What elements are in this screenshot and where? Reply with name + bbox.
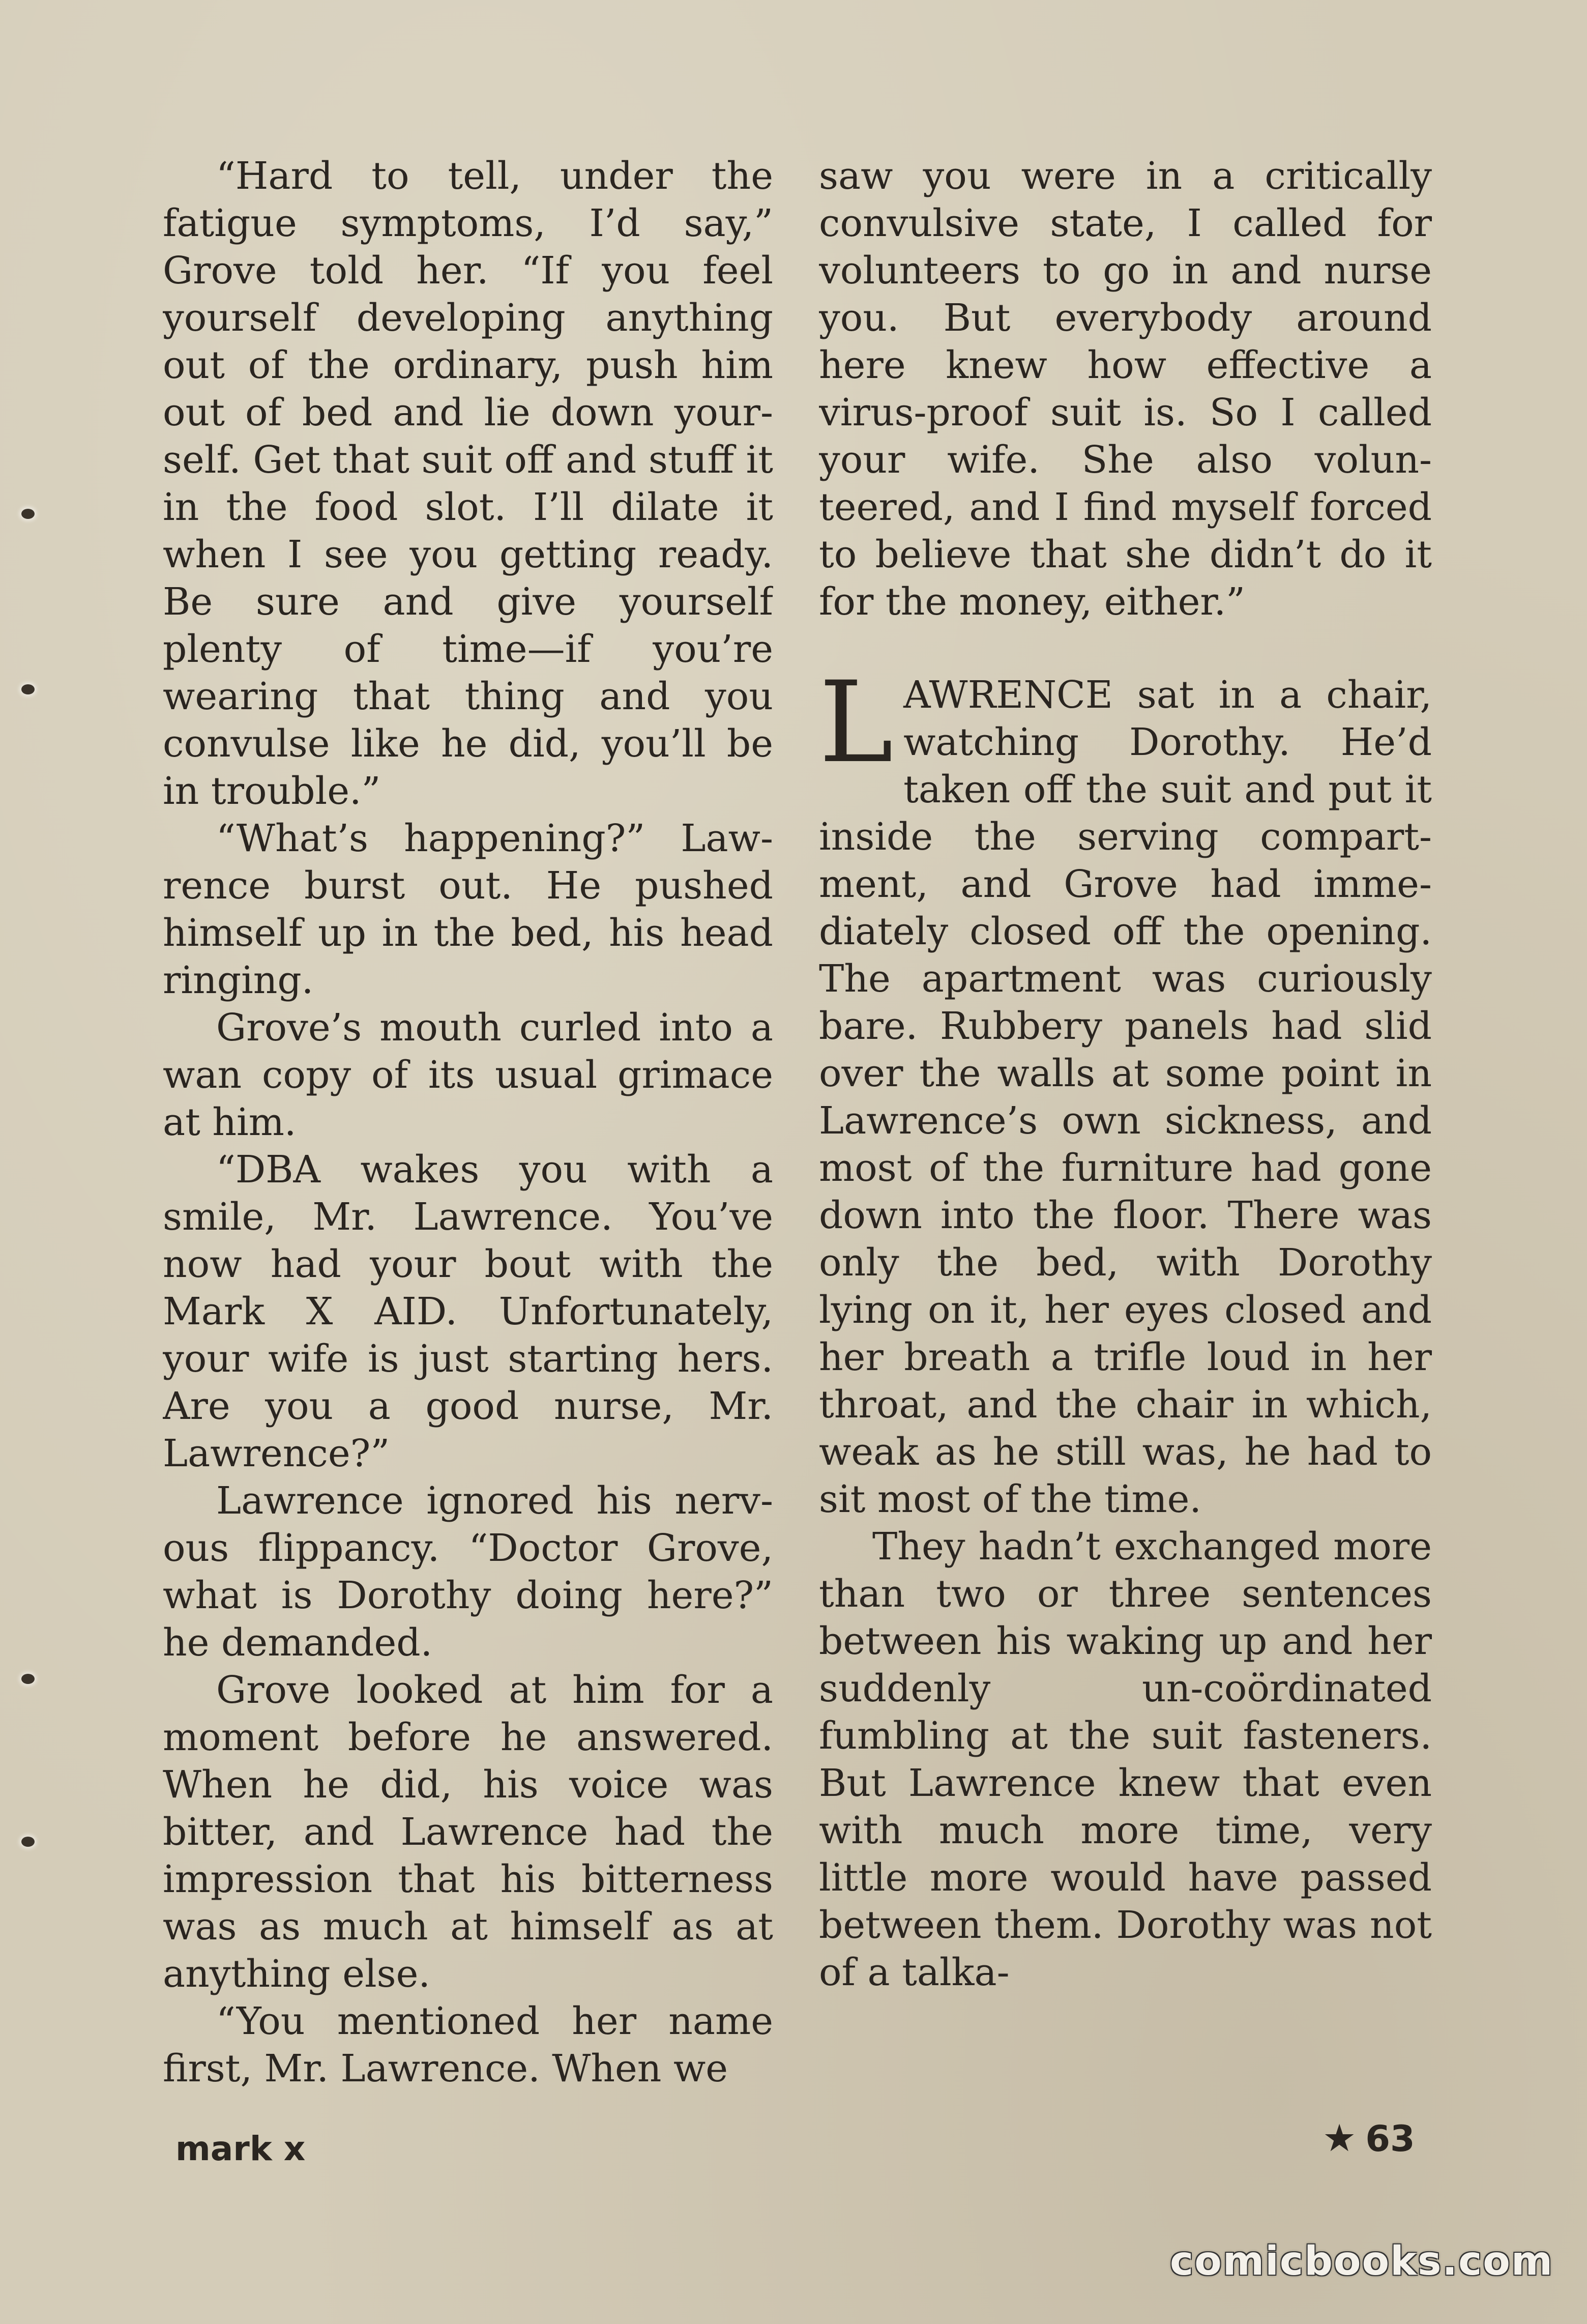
paragraph: Lawrence ignored his nervous flippancy. “Doctor Grove, what is Dorothy doing here?” he demanded.	[163, 1479, 773, 1665]
section-opening-paragraph	[819, 657, 1432, 1523]
binder-hole-mark	[21, 684, 35, 694]
watermark-text: comicbooks.com	[1170, 2239, 1554, 2284]
paragraph: “Hard to tell, under the fatigue symptoms, I’d say,” Grove told her. “If you feel yourself developing anything out of the ordinary, push him out of bed and lie down yourself. Get that suit off and stuff it in the food slot. I’ll dilate it when I see you getting ready. Be sure and give yourself plenty of time—if you’re wearing that thing and you convulse like he did, you’ll be in trouble.”	[163, 154, 773, 813]
paragraph-continuation: saw you were in a critically convulsive state, I called for volunteers to go in and nurse you. But everybody around here knew how effective a virus-proof suit is. So I called your wife. She also volunteered, and I find myself forced to believe that she didn’t do it for the money, either.”	[819, 154, 1432, 624]
running-footer-title: mark x	[175, 2129, 306, 2168]
paragraph: Grove’s mouth curled into a wan copy of its usual grimace at him.	[163, 1006, 773, 1144]
binder-hole-mark	[21, 1837, 35, 1847]
left-text-column	[163, 153, 773, 2111]
section-opening-text: AWRENCE sat in a chair, watching Dorothy. He’d taken off the suit and put it inside the serving compartment, and Grove had immediately closed off the opening. The apartment was curiously bare. Rubbery panels had slid over the walls at some point in Lawrence’s own sickness, and most of the furniture had gone down into the floor. There was only the bed, with Dorothy lying on it, her eyes closed and her breath a trifle loud in her throat, and the chair in which, weak as he still was, he had to sit most of the time.	[819, 673, 1432, 1521]
paragraph: “What’s happening?” Lawrence burst out. He pushed himself up in the bed, his head ringing.	[163, 817, 773, 1002]
paragraph: Grove looked at him for a moment before he answered. When he did, his voice was bitter, and Lawrence had the impression that his bitterness was as much at himself as at anything else.	[163, 1668, 773, 1996]
paragraph: “You mentioned her name first, Mr. Lawrence. When we	[163, 1999, 773, 2090]
paragraph: “DBA wakes you with a smile, Mr. Lawrence. You’ve now had your bout with the Mark X AID. Unfortunately, your wife is just starting hers. Are you a good nurse, Mr. Lawrence?”	[163, 1148, 773, 1475]
drop-cap: L	[819, 657, 894, 788]
page-number-footer	[1322, 2116, 1415, 2160]
section-break	[819, 626, 1432, 672]
star-icon: ★	[1322, 2116, 1357, 2160]
binder-hole-mark	[21, 1674, 35, 1684]
paragraph: They hadn’t exchanged more than two or three sentences between his waking up and her suddenly un-coördinated fumbling at the suit fasteners. But Lawrence knew that even with much more time, very little more would have passed between them. Dorothy was not of a talka-	[819, 1525, 1432, 1994]
right-text-column	[819, 153, 1432, 2111]
binder-hole-mark	[21, 509, 35, 519]
page-number: 63	[1365, 2118, 1415, 2160]
